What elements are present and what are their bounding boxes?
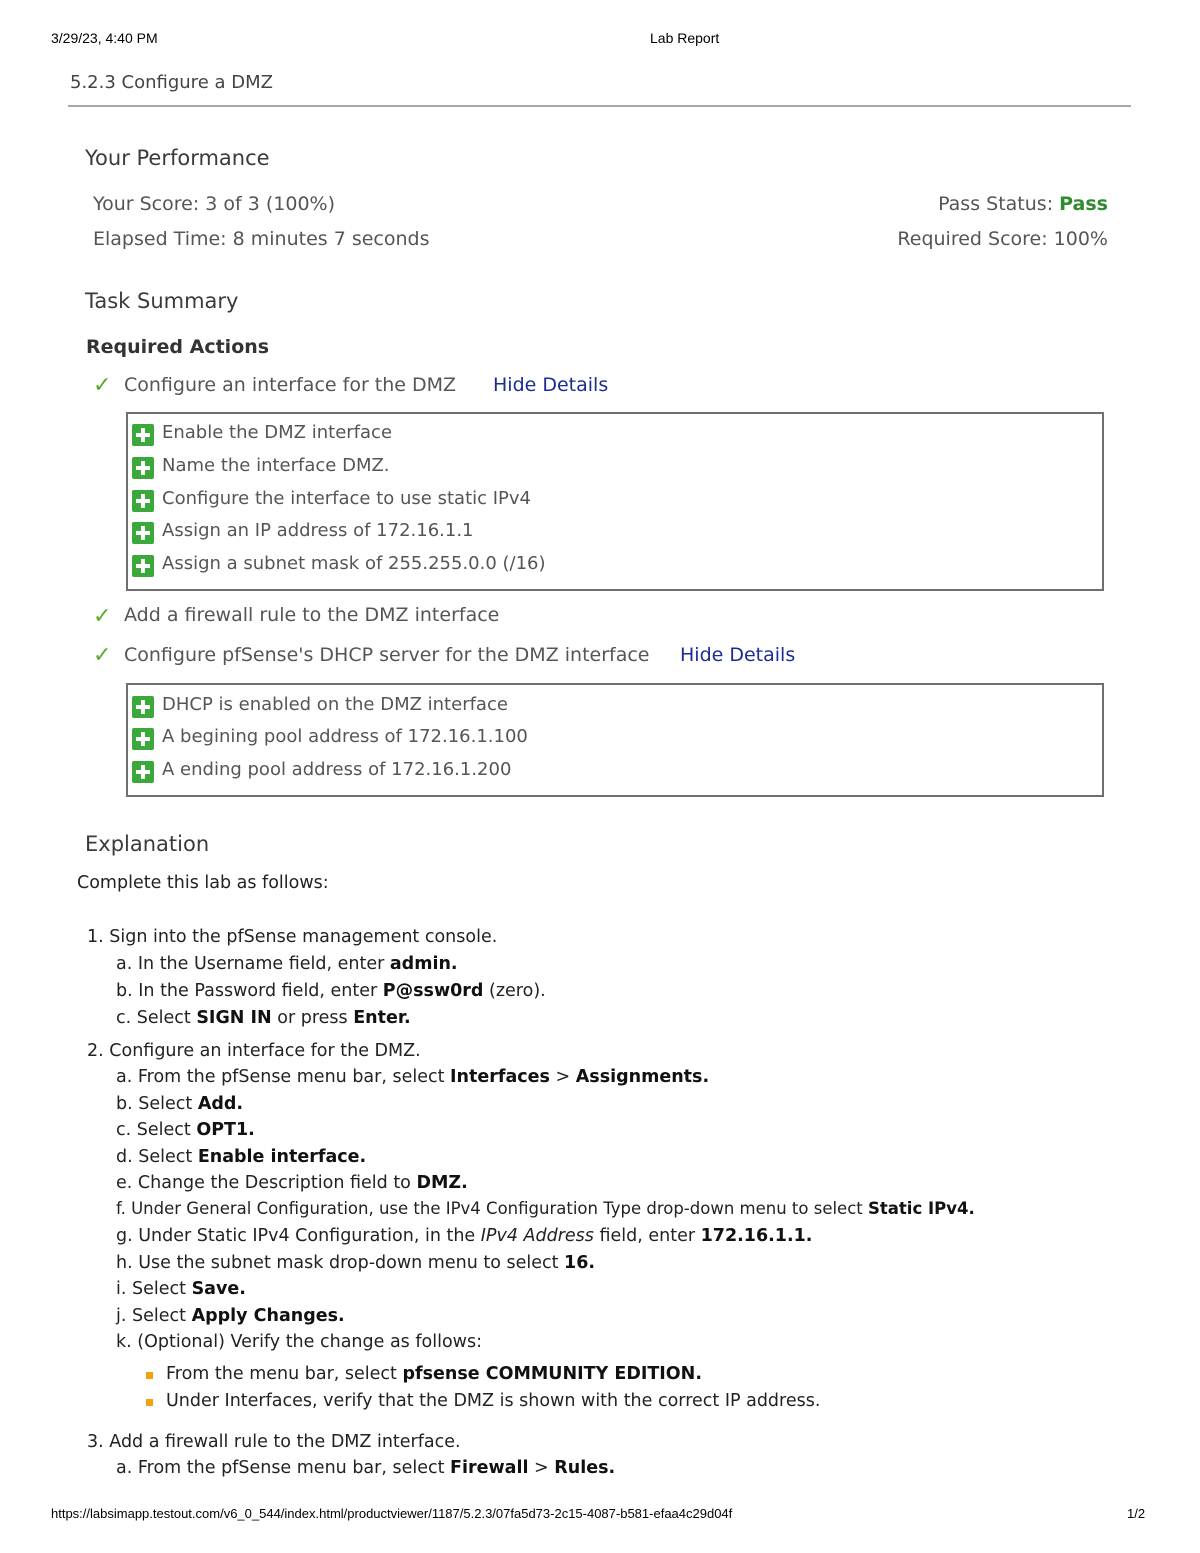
action-label: Add a firewall rule to the DMZ interface — [124, 604, 500, 626]
task-summary-heading: Task Summary — [85, 289, 239, 313]
step-2k: k. (Optional) Verify the change as follows: — [116, 1332, 482, 1352]
print-datetime: 3/29/23, 4:40 PM — [51, 30, 158, 46]
step-3: 3. Add a firewall rule to the DMZ interface. — [87, 1432, 461, 1452]
step-3a: a. From the pfSense menu bar, select Firewall > Rules. — [116, 1458, 616, 1478]
step-1c: c. Select SIGN IN or press Enter. — [116, 1008, 411, 1028]
pass-label: Pass Status: — [938, 193, 1054, 215]
print-title: Lab Report — [650, 30, 720, 46]
plus-icon — [132, 696, 154, 718]
explanation-intro: Complete this lab as follows: — [77, 873, 329, 893]
checkmark-icon: ✓ — [93, 373, 112, 398]
bullet-icon — [146, 1399, 153, 1406]
score-label: Your Score: — [93, 193, 200, 215]
plus-icon — [132, 761, 154, 783]
step-1: 1. Sign into the pfSense management console. — [87, 927, 498, 947]
checkmark-icon: ✓ — [93, 643, 112, 668]
step-2b: b. Select Add. — [116, 1094, 244, 1114]
required-score-label: Required Score: — [897, 228, 1048, 250]
details-box: Enable the DMZ interface Name the interface DMZ. Configure the interface to use static IPv4 Assign an IP address of 172.16.1.1 Assign a subnet mask of 255.255.0.0 (/16) — [126, 412, 1104, 591]
plus-icon — [132, 424, 154, 446]
step-1b: b. In the Password field, enter P@ssw0rd (zero). — [116, 981, 546, 1001]
required-actions-heading: Required Actions — [86, 336, 270, 358]
plus-icon — [132, 522, 154, 544]
hide-details-link[interactable]: Hide Details — [680, 644, 796, 666]
bullet-icon — [146, 1372, 153, 1379]
plus-icon — [132, 555, 154, 577]
divider — [68, 105, 1131, 107]
step-2d: d. Select Enable interface. — [116, 1147, 367, 1167]
required-score-line — [897, 228, 1108, 250]
step-2: 2. Configure an interface for the DMZ. — [87, 1041, 421, 1061]
score-value: 3 of 3 (100%) — [205, 193, 336, 215]
required-score-value: 100% — [1053, 228, 1108, 250]
step-2f: f. Under General Configuration, use the IPv4 Configuration Type drop-down menu to select Static IPv4. — [116, 1199, 975, 1218]
hide-details-link[interactable]: Hide Details — [493, 374, 609, 396]
elapsed-value: 8 minutes 7 seconds — [232, 228, 430, 250]
plus-icon — [132, 457, 154, 479]
elapsed-label: Elapsed Time: — [93, 228, 227, 250]
step-2k-bullet-2: Under Interfaces, verify that the DMZ is shown with the correct IP address. — [166, 1391, 821, 1411]
step-1a: a. In the Username field, enter admin. — [116, 954, 458, 974]
step-2a: a. From the pfSense menu bar, select Interfaces > Assignments. — [116, 1067, 710, 1087]
breadcrumb: 5.2.3 Configure a DMZ — [70, 72, 273, 93]
pass-status-badge: Pass — [1059, 193, 1108, 215]
action-label: Configure an interface for the DMZ — [124, 374, 457, 396]
plus-icon — [132, 728, 154, 750]
plus-icon — [132, 490, 154, 512]
step-2g: g. Under Static IPv4 Configuration, in the IPv4 Address field, enter 172.16.1.1. — [116, 1226, 813, 1246]
step-2h: h. Use the subnet mask drop-down menu to select 16. — [116, 1253, 596, 1273]
step-2i: i. Select Save. — [116, 1279, 246, 1299]
action-label: Configure pfSense's DHCP server for the DMZ interface — [124, 644, 650, 666]
pass-status-line — [938, 193, 1108, 215]
step-2k-bullet-1: From the menu bar, select pfsense COMMUNITY EDITION. — [166, 1364, 702, 1384]
score-line — [93, 193, 335, 215]
explanation-heading: Explanation — [85, 832, 210, 856]
print-page-number: 1/2 — [1127, 1506, 1146, 1521]
step-2c: c. Select OPT1. — [116, 1120, 255, 1140]
elapsed-line — [93, 228, 430, 250]
step-2e: e. Change the Description field to DMZ. — [116, 1173, 468, 1193]
checkmark-icon: ✓ — [93, 604, 112, 629]
step-2j: j. Select Apply Changes. — [116, 1306, 345, 1326]
performance-heading: Your Performance — [85, 146, 270, 170]
print-url: https://labsimapp.testout.com/v6_0_544/index.html/productviewer/1187/5.2.3/07fa5d73-2c15-4087-b581-efaa4c29d04f — [51, 1506, 733, 1521]
details-box: DHCP is enabled on the DMZ interface A begining pool address of 172.16.1.100 A ending pool address of 172.16.1.200 — [126, 683, 1104, 797]
